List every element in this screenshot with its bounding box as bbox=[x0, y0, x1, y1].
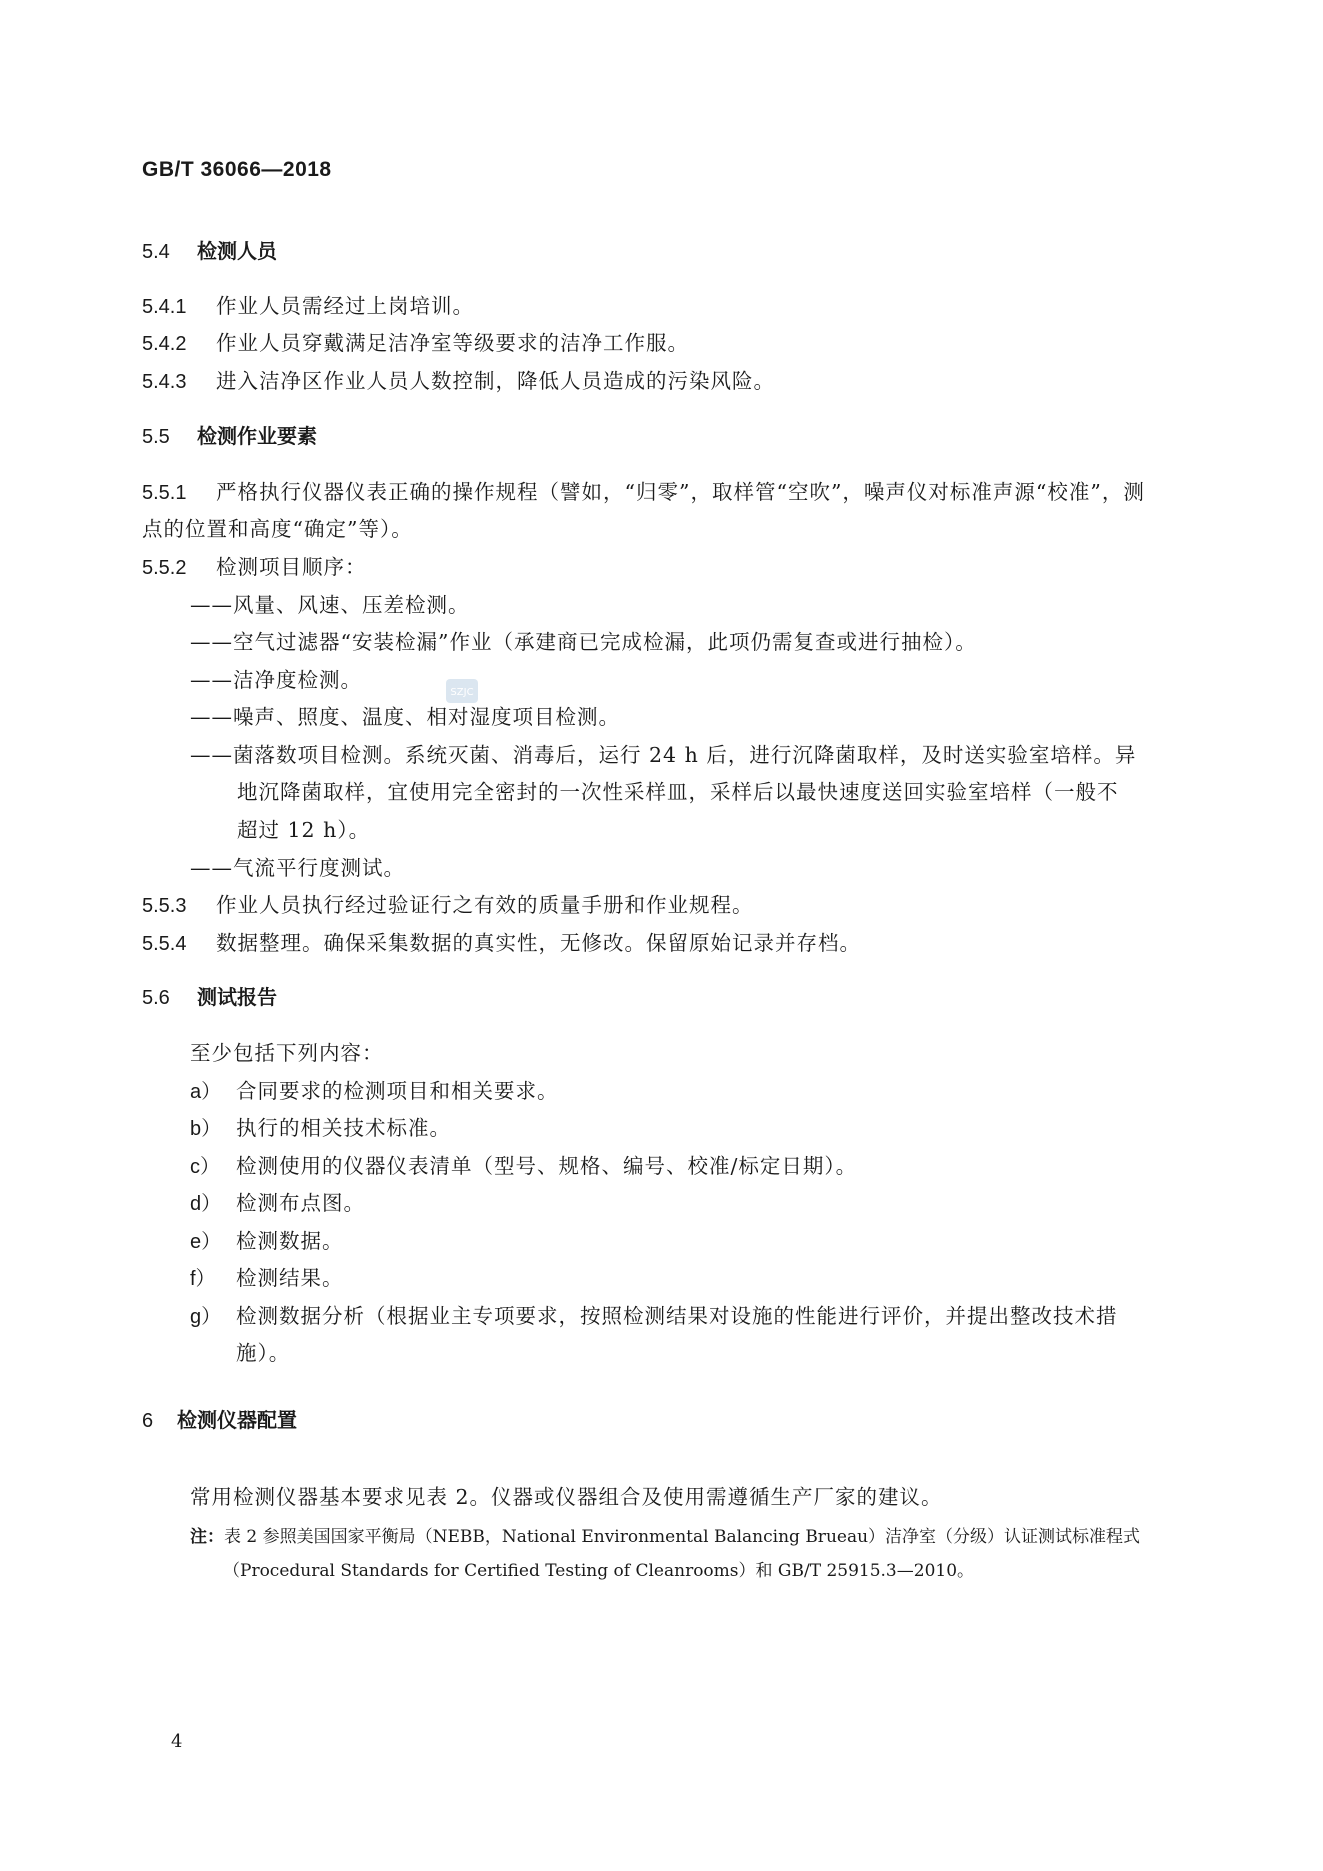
clause-5-5-2: 5.5.2 检测项目顺序： bbox=[142, 555, 367, 579]
section-5-5-heading: 5.5 检测作业要素 bbox=[142, 426, 317, 448]
note: 注：表 2 参照美国国家平衡局（NEBB，National Environmental Balancing Brueau）洁净室（分级）认证测试标准程式 bbox=[190, 1527, 1141, 1547]
list-item-d: d） 检测布点图。 bbox=[190, 1191, 365, 1215]
section-6-paragraph: 常用检测仪器基本要求见表 2。仪器或仪器组合及使用需遵循生产厂家的建议。 bbox=[190, 1485, 943, 1509]
clause-5-5-1-cont: 点的位置和高度“确定”等）。 bbox=[142, 517, 413, 541]
note-label: 注： bbox=[190, 1527, 224, 1546]
list-item-a: a） 合同要求的检测项目和相关要求。 bbox=[190, 1079, 559, 1103]
list-item-g-cont: 施）。 bbox=[236, 1341, 291, 1365]
clause-5-5-3: 5.5.3 作业人员执行经过验证行之有效的质量手册和作业规程。 bbox=[142, 893, 754, 917]
section-5-6-heading: 5.6 测试报告 bbox=[142, 987, 277, 1009]
list-item-g: g） 检测数据分析（根据业主专项要求，按照检测结果对设施的性能进行评价，并提出整改技术措 bbox=[190, 1304, 1118, 1328]
watermark-text: SZJC bbox=[450, 687, 474, 698]
report-intro: 至少包括下列内容： bbox=[190, 1041, 384, 1065]
section-6-heading: 6 检测仪器配置 bbox=[142, 1410, 297, 1432]
section-5-4-title: 检测人员 bbox=[197, 241, 277, 263]
section-5-6-title: 测试报告 bbox=[197, 987, 277, 1009]
clause-5-5-1: 5.5.1 严格执行仪器仪表正确的操作规程（譬如，“归零”，取样管“空吹”，噪声仪对标准声源“校准”，测 bbox=[142, 480, 1145, 504]
dash-item: ——风量、风速、压差检测。 bbox=[190, 593, 470, 617]
dash-item: ——空气过滤器“安装检漏”作业（承建商已完成检漏，此项仍需复查或进行抽检）。 bbox=[190, 630, 977, 654]
clause-5-5-4: 5.5.4 数据整理。确保采集数据的真实性，无修改。保留原始记录并存档。 bbox=[142, 931, 861, 955]
clause-5-4-1: 5.4.1 作业人员需经过上岗培训。 bbox=[142, 294, 474, 318]
section-5-4-heading: 5.4 检测人员 bbox=[142, 241, 277, 263]
note-cont: （Procedural Standards for Certified Testing of Cleanrooms）和 GB/T 25915.3—2010。 bbox=[223, 1561, 975, 1581]
section-5-5-title: 检测作业要素 bbox=[197, 426, 317, 448]
dash-item: ——噪声、照度、温度、相对湿度项目检测。 bbox=[190, 705, 620, 729]
dash-item: ——气流平行度测试。 bbox=[190, 856, 405, 880]
clause-5-4-2: 5.4.2 作业人员穿戴满足洁净室等级要求的洁净工作服。 bbox=[142, 331, 689, 355]
dash-item-cont: 地沉降菌取样，宜使用完全密封的一次性采样皿，采样后以最快速度送回实验室培样（一般不 bbox=[237, 780, 1119, 804]
list-item-e: e） 检测数据。 bbox=[190, 1229, 344, 1253]
clause-5-4-3: 5.4.3 进入洁净区作业人员人数控制，降低人员造成的污染风险。 bbox=[142, 369, 775, 393]
dash-item-cont: 超过 12 h）。 bbox=[237, 818, 371, 842]
page-number: 4 bbox=[171, 1731, 183, 1752]
list-item-f: f） 检测结果。 bbox=[190, 1266, 344, 1290]
dash-item: ——菌落数项目检测。系统灭菌、消毒后，运行 24 h 后，进行沉降菌取样，及时送实验室培样。异 bbox=[190, 743, 1137, 767]
dash-item: ——洁净度检测。 bbox=[190, 668, 362, 692]
standard-code: GB/T 36066—2018 bbox=[142, 158, 332, 181]
section-6-title: 检测仪器配置 bbox=[177, 1410, 297, 1432]
list-item-b: b） 执行的相关技术标准。 bbox=[190, 1116, 451, 1140]
list-item-c: c） 检测使用的仪器仪表清单（型号、规格、编号、校准/标定日期）。 bbox=[190, 1154, 858, 1178]
watermark-logo-icon bbox=[444, 673, 480, 709]
